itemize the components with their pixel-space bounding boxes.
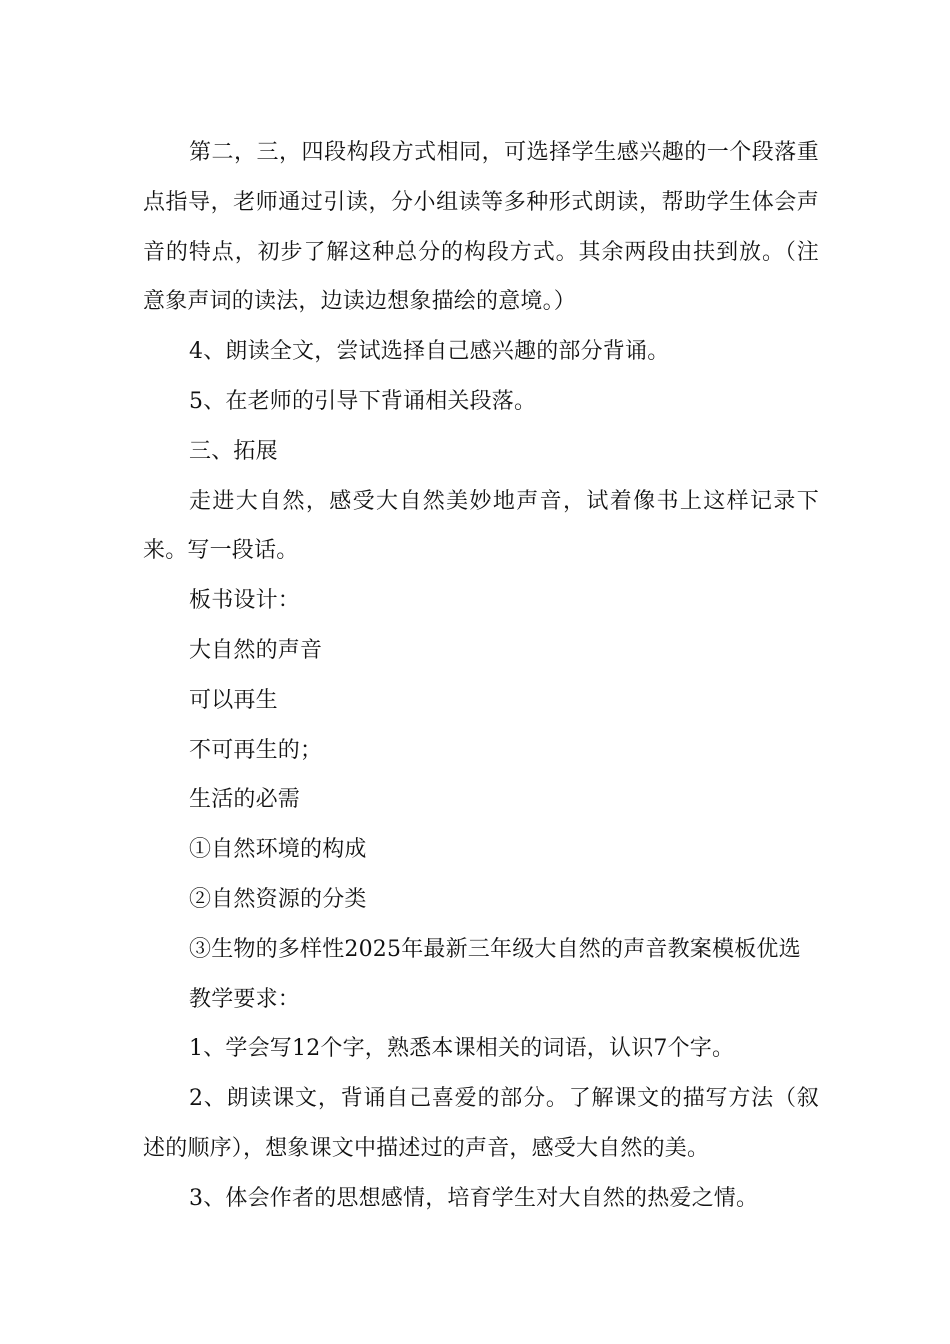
blackboard-line-nonrenewable: 不可再生的；	[189, 737, 323, 763]
requirement-2: 2、朗读课文，背诵自己喜爱的部分。了解课文的描写方法（叙述的顺序），想象课文中描述过的声音，感受大自然的美。	[143, 1086, 819, 1161]
blackboard-line-renewable: 可以再生	[189, 687, 278, 713]
paragraph-structure-guidance: 第二，三，四段构段方式相同，可选择学生感兴趣的一个段落重点指导，老师通过引读，分小组读等多种形式朗读，帮助学生体会声音的特点，初步了解这种总分的构段方式。其余两段由扶到放。（注意象声词的读法，边读边想象描绘的意境。）	[143, 140, 819, 315]
teaching-requirements-heading: 教学要求：	[189, 986, 301, 1012]
blackboard-design-heading: 板书设计：	[189, 588, 301, 614]
document-body	[143, 128, 819, 1224]
blackboard-line-item-1: ①自然环境的构成	[189, 837, 367, 863]
blackboard-line-title: 大自然的声音	[189, 637, 323, 663]
blackboard-line-necessity: 生活的必需	[189, 787, 301, 813]
blackboard-line-item-2: ②自然资源的分类	[189, 886, 367, 912]
blackboard-line-item-3: ③生物的多样性2025年最新三年级大自然的声音教案模板优选	[189, 936, 801, 962]
requirement-1: 1、学会写12个字，熟悉本课相关的词语，认识7个字。	[189, 1036, 735, 1062]
requirement-3: 3、体会作者的思想感情，培育学生对大自然的热爱之情。	[189, 1185, 759, 1211]
paragraph-step-4: 4、朗读全文，尝试选择自己感兴趣的部分背诵。	[189, 339, 670, 365]
paragraph-extension-task: 走进大自然，感受大自然美妙地声音，试着像书上这样记录下来。写一段话。	[143, 488, 819, 564]
paragraph-step-5: 5、在老师的引导下背诵相关段落。	[189, 388, 537, 414]
section-heading-extension: 三、拓展	[189, 438, 278, 464]
